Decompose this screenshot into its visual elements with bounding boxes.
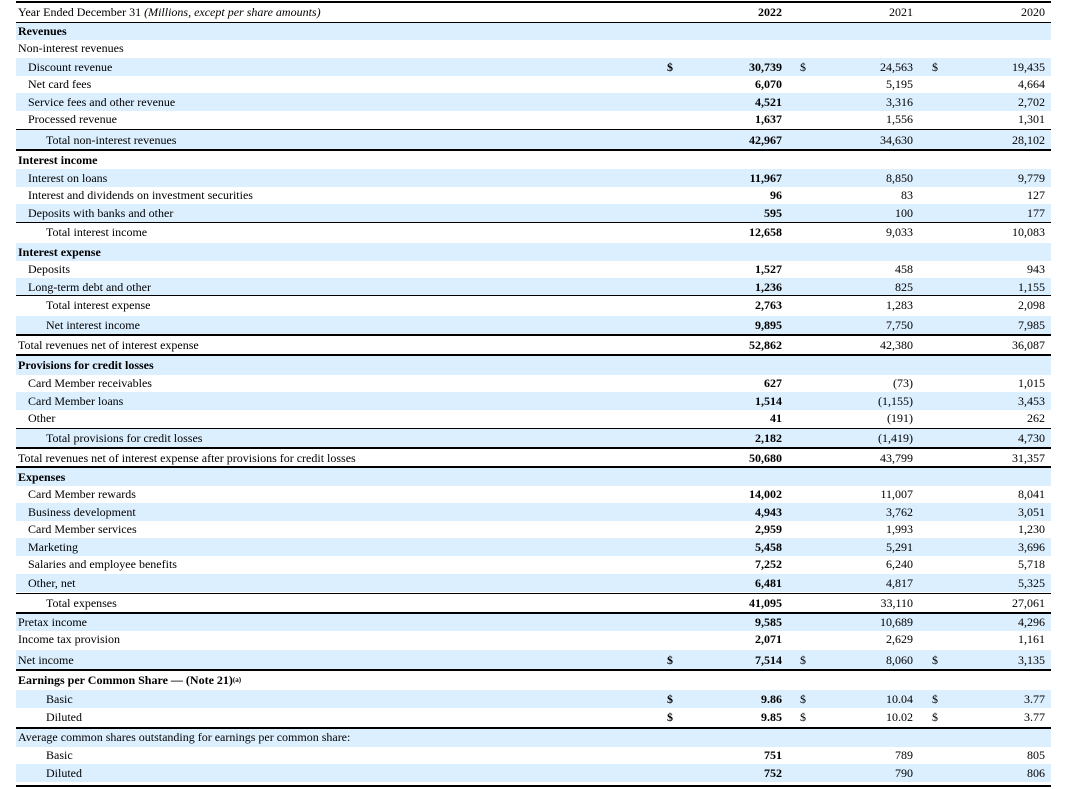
- value-2020: 3,051: [1018, 504, 1045, 519]
- row-label-text: Processed revenue: [28, 112, 117, 126]
- row-label-text: Basic: [46, 747, 73, 762]
- value-2020: 3,135: [1018, 652, 1045, 667]
- value-2022: 11,967: [749, 170, 782, 185]
- value-2022: 42,967: [749, 132, 782, 147]
- table-row: [16, 708, 1051, 726]
- row-label: [18, 336, 658, 355]
- table-row: [16, 316, 1051, 335]
- value-2021: (1,419): [878, 431, 913, 445]
- value-2022: 30,739: [749, 59, 782, 74]
- value-2020: 1,161: [1018, 632, 1045, 646]
- value-2022: 96: [770, 188, 782, 202]
- table-row: [16, 261, 1051, 278]
- row-label-text: Income tax provision: [18, 632, 120, 646]
- value-2022: 752: [764, 765, 782, 780]
- value-2022: 7,514: [755, 652, 782, 667]
- row-label: [28, 410, 668, 427]
- table-row: [16, 130, 1051, 150]
- table-row: [16, 278, 1051, 296]
- row-label: [18, 151, 658, 169]
- value-2021: 5,291: [886, 539, 913, 554]
- value-2020: 127: [1027, 188, 1045, 202]
- row-label: [28, 93, 668, 111]
- row-label-text: Total non-interest revenues: [46, 132, 177, 147]
- year-2021-header: 2021: [889, 4, 913, 19]
- subtotal-rule: [16, 295, 1051, 296]
- value-2020: 5,718: [1018, 557, 1045, 571]
- value-2020: 7,985: [1018, 318, 1045, 332]
- value-2022: 4,943: [755, 504, 782, 519]
- row-label: [28, 556, 668, 573]
- row-label: [28, 486, 668, 503]
- table-row: [16, 296, 1051, 315]
- value-2022: 6,070: [755, 77, 782, 91]
- row-label: [46, 130, 686, 150]
- dollar-sign-2022: $: [667, 709, 673, 724]
- value-2020: 31,357: [1012, 451, 1045, 465]
- table-row: [16, 521, 1051, 538]
- value-2022: 1,514: [755, 393, 782, 408]
- value-2022: 14,002: [749, 487, 782, 501]
- value-2021: 9,033: [886, 225, 913, 239]
- value-2021: 458: [895, 262, 913, 276]
- row-label: [46, 223, 686, 242]
- value-2022: 9,895: [755, 318, 782, 332]
- row-label: Earnings per Common Share — (Note 21) (a): [18, 672, 242, 687]
- row-label: [18, 650, 658, 670]
- row-label-text: Business development: [28, 504, 136, 519]
- value-2020: 3.77: [1024, 709, 1045, 724]
- dollar-sign-2022: $: [667, 59, 673, 74]
- value-2020: 943: [1027, 262, 1045, 276]
- row-label-text: Total interest income: [46, 225, 148, 239]
- table-row: [16, 187, 1051, 204]
- row-label: [28, 204, 668, 222]
- table-row: [16, 650, 1051, 670]
- row-label-text: Interest expense: [18, 244, 101, 259]
- total-rule: [16, 447, 1051, 449]
- row-label-text: Card Member receivables: [28, 376, 152, 390]
- value-2022: 1,527: [755, 262, 782, 276]
- value-2021: 11,007: [880, 487, 913, 501]
- table-row: [16, 40, 1051, 57]
- table-row: [16, 151, 1051, 169]
- row-label: [46, 690, 686, 708]
- row-label: [28, 169, 668, 187]
- value-2021: 10,689: [880, 614, 913, 629]
- top-rule: [16, 1, 1051, 3]
- row-label-text: Non-interest revenues: [18, 41, 124, 55]
- row-label-text: Deposits: [28, 262, 70, 276]
- row-label: [28, 278, 668, 296]
- row-label: [46, 764, 686, 782]
- value-2022: 12,658: [749, 225, 782, 239]
- value-2020: 3,696: [1018, 539, 1045, 554]
- row-label: [46, 594, 686, 613]
- table-row: [16, 690, 1051, 708]
- value-2022: 2,071: [755, 632, 782, 646]
- value-2022: 9.86: [761, 691, 782, 706]
- table-row: [16, 503, 1051, 521]
- total-rule: [16, 466, 1051, 468]
- table-row: [16, 556, 1051, 573]
- table-row: [16, 574, 1051, 592]
- row-label-text: Other, net: [28, 575, 76, 590]
- table-row: [16, 746, 1051, 764]
- table-row: [16, 243, 1051, 261]
- table-row: [16, 671, 1051, 689]
- value-2022: 9,585: [755, 614, 782, 629]
- table-row: [16, 204, 1051, 222]
- subtotal-rule: [16, 222, 1051, 223]
- dollar-sign-2021: $: [800, 709, 806, 724]
- total-rule: [16, 727, 1051, 729]
- value-2021: 790: [895, 765, 913, 780]
- dollar-sign-2020: $: [932, 59, 938, 74]
- row-label-text: Interest on loans: [28, 170, 108, 185]
- value-2021: 34,630: [880, 132, 913, 147]
- row-label-text: Interest and dividends on investment securities: [28, 188, 253, 202]
- subtotal-rule: [16, 129, 1051, 130]
- row-label-text: Expenses: [18, 469, 66, 484]
- row-label: [28, 538, 668, 556]
- value-2021: 10.02: [886, 709, 913, 724]
- value-2022: 6,481: [755, 575, 782, 590]
- table-row: [16, 613, 1051, 631]
- value-2021: 3,762: [886, 504, 913, 519]
- total-rule: [16, 334, 1051, 336]
- row-label-text: Card Member services: [28, 522, 137, 536]
- value-2022: 627: [764, 376, 782, 390]
- value-2022: 7,252: [755, 557, 782, 571]
- value-2020: 805: [1027, 747, 1045, 762]
- row-label-text: Provisions for credit losses: [18, 358, 154, 372]
- value-2020: 36,087: [1012, 338, 1045, 352]
- row-label: [28, 503, 668, 521]
- value-2022: 2,959: [755, 522, 782, 536]
- dollar-sign-2021: $: [800, 652, 806, 667]
- value-2021: 3,316: [886, 94, 913, 109]
- table-row: [16, 76, 1051, 93]
- table-row: [16, 93, 1051, 111]
- row-label: [18, 631, 658, 648]
- row-label: [28, 574, 668, 592]
- table-header-row: [16, 2, 1051, 22]
- row-label-text: Pretax income: [18, 614, 87, 629]
- header-rule: [16, 22, 1051, 23]
- row-label: [46, 708, 686, 726]
- value-2020: 10,083: [1012, 225, 1045, 239]
- value-2021: 10.04: [886, 691, 913, 706]
- year-2020-header: 2020: [1021, 4, 1045, 19]
- value-2021: 5,195: [886, 77, 913, 91]
- value-2020: 1,230: [1018, 522, 1045, 536]
- table-row: [16, 764, 1051, 782]
- header-subtitle: (Millions, except per share amounts): [144, 4, 321, 19]
- row-label: [46, 316, 686, 335]
- value-2021: 43,799: [880, 451, 913, 465]
- total-rule: [16, 149, 1051, 151]
- table-row: [16, 392, 1051, 410]
- table-row: [16, 169, 1051, 187]
- value-2021: 2,629: [886, 632, 913, 646]
- row-label-text: Service fees and other revenue: [28, 94, 176, 109]
- year-2022-header: 2022: [758, 4, 782, 19]
- table-row: [16, 538, 1051, 556]
- row-label-text: Net card fees: [28, 77, 92, 91]
- value-2021: 42,380: [880, 338, 913, 352]
- row-label: [46, 429, 686, 448]
- value-2020: 27,061: [1012, 596, 1045, 610]
- value-2020: 2,098: [1018, 298, 1045, 312]
- value-2022: 2,182: [755, 431, 782, 445]
- value-2020: 5,325: [1018, 575, 1045, 590]
- table-row: [16, 375, 1051, 392]
- value-2022: 9.85: [761, 709, 782, 724]
- value-2021: (191): [887, 411, 913, 425]
- subtotal-rule: [16, 593, 1051, 594]
- subtotal-rule: [16, 428, 1051, 429]
- value-2021: 1,283: [886, 298, 913, 312]
- row-label-text: Total revenues net of interest expense after provisions for credit losses: [18, 451, 356, 465]
- value-2021: 1,993: [886, 522, 913, 536]
- row-label-text: Total expenses: [46, 596, 117, 610]
- header-label: [18, 2, 658, 22]
- row-label: [18, 468, 658, 486]
- value-2021: 24,563: [880, 59, 913, 74]
- value-2020: 806: [1027, 765, 1045, 780]
- value-2021: 83: [901, 188, 913, 202]
- value-2021: 33,110: [880, 596, 913, 610]
- value-2020: 1,155: [1018, 279, 1045, 294]
- value-2021: 6,240: [886, 557, 913, 571]
- row-label-text: Total revenues net of interest expense: [18, 338, 199, 352]
- row-label-text: Net interest income: [46, 318, 140, 332]
- row-label-text: Revenues: [18, 23, 67, 38]
- row-label: [28, 392, 668, 410]
- row-label: [18, 40, 658, 57]
- row-label-text: Total provisions for credit losses: [46, 431, 203, 445]
- row-label-text: Other: [28, 411, 56, 425]
- row-label: [18, 613, 658, 631]
- row-label-text: Average common shares outstanding for earnings per common share:: [18, 730, 351, 744]
- value-2022: 1,637: [755, 112, 782, 126]
- table-row: [16, 111, 1051, 128]
- row-label: [28, 261, 668, 278]
- total-rule: [16, 669, 1051, 671]
- value-2021: 4,817: [886, 575, 913, 590]
- value-2020: 3.77: [1024, 691, 1045, 706]
- value-2022: 1,236: [755, 279, 782, 294]
- value-2020: 19,435: [1012, 59, 1045, 74]
- value-2021: (73): [893, 376, 913, 390]
- value-2020: 9,779: [1018, 170, 1045, 185]
- value-2022: 52,862: [749, 338, 782, 352]
- value-2022: 41: [770, 411, 782, 425]
- table-row: [16, 594, 1051, 613]
- table-row: [16, 468, 1051, 486]
- row-label-text: Salaries and employee benefits: [28, 557, 177, 571]
- dollar-sign-2021: $: [800, 691, 806, 706]
- value-2021: (1,155): [878, 393, 913, 408]
- row-label: [18, 728, 658, 747]
- table-row: [16, 223, 1051, 242]
- value-2022: 4,521: [755, 94, 782, 109]
- value-2021: 825: [895, 279, 913, 294]
- dollar-sign-2020: $: [932, 709, 938, 724]
- value-2020: 28,102: [1012, 132, 1045, 147]
- row-label-text: Card Member loans: [28, 393, 124, 408]
- value-2022: 2,763: [755, 298, 782, 312]
- dollar-sign-2020: $: [932, 691, 938, 706]
- row-label-text: Earnings per Common Share — (Note 21): [18, 672, 233, 687]
- value-2021: 7,750: [886, 318, 913, 332]
- value-2021: 8,850: [886, 170, 913, 185]
- row-label-text: Deposits with banks and other: [28, 205, 174, 220]
- table-row: [16, 631, 1051, 648]
- row-label: [18, 22, 658, 40]
- row-label-text: Diluted: [46, 765, 82, 780]
- value-2022: 41,095: [749, 596, 782, 610]
- table-row: [16, 429, 1051, 448]
- dollar-sign-2022: $: [667, 652, 673, 667]
- row-label: [18, 243, 658, 261]
- row-label-text: Discount revenue: [28, 59, 113, 74]
- value-2022: 751: [764, 747, 782, 762]
- value-2022: 5,458: [755, 539, 782, 554]
- value-2021: 100: [895, 205, 913, 220]
- value-2020: 262: [1027, 411, 1045, 425]
- table-row: [16, 728, 1051, 747]
- value-2020: 3,453: [1018, 393, 1045, 408]
- row-label-text: Basic: [46, 691, 73, 706]
- dollar-sign-2022: $: [667, 691, 673, 706]
- total-rule: [16, 354, 1051, 356]
- row-label: [46, 296, 686, 315]
- value-2020: 1,301: [1018, 112, 1045, 126]
- value-2021: 789: [895, 747, 913, 762]
- row-label: [18, 356, 658, 375]
- table-row: [16, 486, 1051, 503]
- value-2020: 177: [1027, 205, 1045, 220]
- value-2020: 8,041: [1018, 487, 1045, 501]
- value-2021: 8,060: [886, 652, 913, 667]
- table-row: [16, 336, 1051, 355]
- row-label-text: Long-term debt and other: [28, 279, 151, 294]
- bottom-rule: [16, 785, 1051, 787]
- value-2020: 2,702: [1018, 94, 1045, 109]
- table-row: [16, 410, 1051, 427]
- table-row: [16, 356, 1051, 375]
- row-label: [28, 111, 668, 128]
- value-2022: 595: [764, 205, 782, 220]
- total-rule: [16, 612, 1051, 614]
- row-label-text: Total interest expense: [46, 298, 151, 312]
- row-label: [28, 187, 668, 204]
- value-2020: 4,296: [1018, 614, 1045, 629]
- row-label: [28, 521, 668, 538]
- row-label-text: Marketing: [28, 539, 78, 554]
- dollar-sign-2020: $: [932, 652, 938, 667]
- row-label-text: Diluted: [46, 709, 82, 724]
- value-2021: 1,556: [886, 112, 913, 126]
- value-2022: 50,680: [749, 451, 782, 465]
- value-2020: 4,730: [1018, 431, 1045, 445]
- table-row: [16, 58, 1051, 76]
- dollar-sign-2021: $: [800, 59, 806, 74]
- value-2020: 4,664: [1018, 77, 1045, 91]
- row-label-text: Card Member rewards: [28, 487, 136, 501]
- table-row: [16, 22, 1051, 40]
- row-label: [28, 58, 668, 76]
- row-label-text: Interest income: [18, 152, 98, 167]
- row-label: [28, 375, 668, 392]
- value-2020: 1,015: [1018, 376, 1045, 390]
- row-label: [28, 76, 668, 93]
- header-title: Year Ended December 31: [18, 4, 142, 19]
- row-label-text: Net income: [18, 652, 74, 667]
- row-label: [46, 746, 686, 764]
